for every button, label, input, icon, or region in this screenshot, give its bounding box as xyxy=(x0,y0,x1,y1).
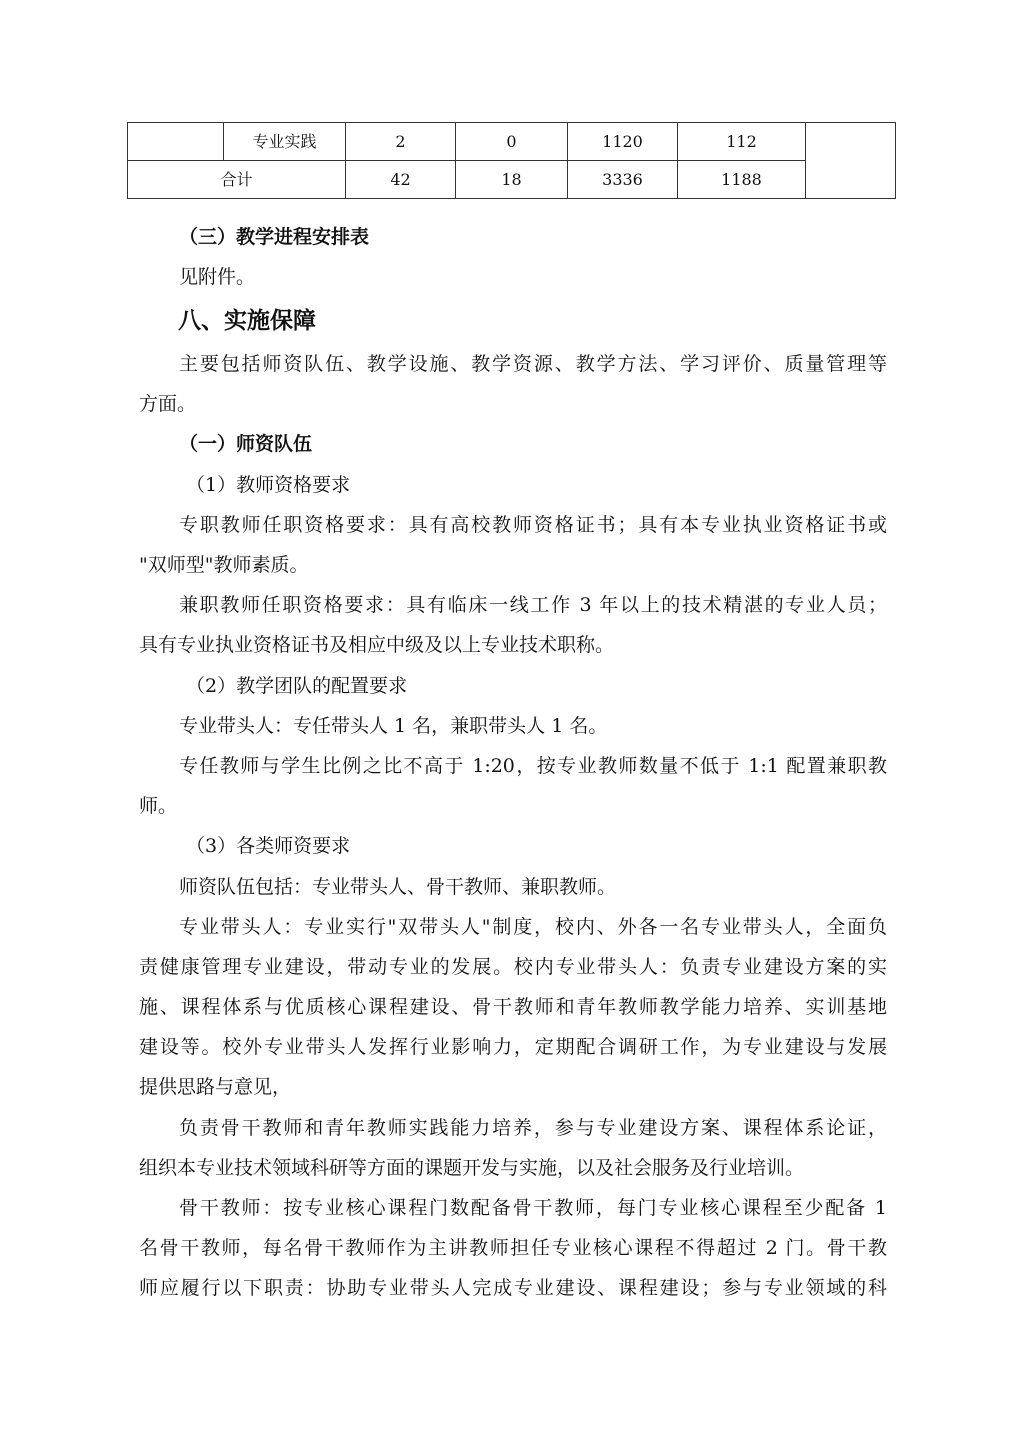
subsection-title: （2）教学团队的配置要求 xyxy=(186,675,408,697)
paragraph-line: "双师型"教师素质。 xyxy=(139,554,309,576)
table-row xyxy=(128,123,896,161)
table-cell-total-label: 合计 xyxy=(128,161,346,199)
paragraph-line: 具有专业执业资格证书及相应中级及以上专业技术职称。 xyxy=(139,634,615,656)
section-title-faculty: （一）师资队伍 xyxy=(179,433,313,455)
paragraph-line: 名骨干教师，每名骨干教师作为主讲教师担任专业核心课程不得超过 2 门。骨干教 xyxy=(139,1237,887,1259)
paragraph-line: 方面。 xyxy=(139,393,197,415)
paragraph-line: 组织本专业技术领域科研等方面的课题开发与实施，以及社会服务及行业培训。 xyxy=(139,1157,805,1179)
paragraph-line: 专职教师任职资格要求：具有高校教师资格证书；具有本专业执业资格证书或 xyxy=(179,514,887,536)
table-cell: 1188 xyxy=(678,161,806,199)
paragraph-line: 师资队伍包括：专业带头人、骨干教师、兼职教师。 xyxy=(179,876,617,898)
table-cell-remarks xyxy=(806,123,896,199)
paragraph-line: 专业带头人：专业实行"双带头人"制度，校内、外各一名专业带头人，全面负 xyxy=(179,916,887,938)
paragraph-line: 骨干教师：按专业核心课程门数配备骨干教师，每门专业核心课程至少配备 1 xyxy=(179,1197,887,1219)
paragraph-line: 提供思路与意见， xyxy=(139,1076,292,1098)
paragraph-line: 师。 xyxy=(139,795,178,817)
paragraph-line: 兼职教师任职资格要求：具有临床一线工作 3 年以上的技术精湛的专业人员； xyxy=(179,594,887,616)
paragraph-line: 建设等。校外专业带头人发挥行业影响力，定期配合调研工作，为专业建设与发展 xyxy=(139,1036,887,1058)
section-title-teaching-schedule: （三）教学进程安排表 xyxy=(179,226,370,248)
paragraph-line: 师应履行以下职责：协助专业带头人完成专业建设、课程建设；参与专业领域的科 xyxy=(139,1277,887,1299)
course-hours-table xyxy=(127,122,896,199)
table-cell: 1120 xyxy=(568,123,678,161)
table-cell: 112 xyxy=(678,123,806,161)
paragraph-line: 主要包括师资队伍、教学设施、教学资源、教学方法、学习评价、质量管理等 xyxy=(179,353,887,375)
table-cell: 2 xyxy=(346,123,456,161)
table-cell-category: 专业实践 xyxy=(224,123,346,161)
paragraph-line: 责健康管理专业建设，带动专业的发展。校内专业带头人：负责专业建设方案的实 xyxy=(139,956,887,978)
subsection-title: （1）教师资格要求 xyxy=(186,474,351,496)
table-cell: 3336 xyxy=(568,161,678,199)
paragraph-line: 专任教师与学生比例之比不高于 1:20，按专业教师数量不低于 1:1 配置兼职教 xyxy=(179,755,887,777)
table-row-total xyxy=(128,161,896,199)
chapter-title-implementation: 八、实施保障 xyxy=(178,307,316,334)
paragraph-line: 负责骨干教师和青年教师实践能力培养，参与专业建设方案、课程体系论证， xyxy=(179,1117,887,1139)
paragraph-line: 专业带头人：专任带头人 1 名，兼职带头人 1 名。 xyxy=(179,715,608,737)
paragraph-line: 施、课程体系与优质核心课程建设、骨干教师和青年教师教学能力培养、实训基地 xyxy=(139,996,887,1018)
table-cell: 42 xyxy=(346,161,456,199)
subsection-title: （3）各类师资要求 xyxy=(186,835,351,857)
table-cell xyxy=(128,123,224,161)
table-cell: 0 xyxy=(456,123,568,161)
table-cell: 18 xyxy=(456,161,568,199)
paragraph: 见附件。 xyxy=(179,266,256,288)
